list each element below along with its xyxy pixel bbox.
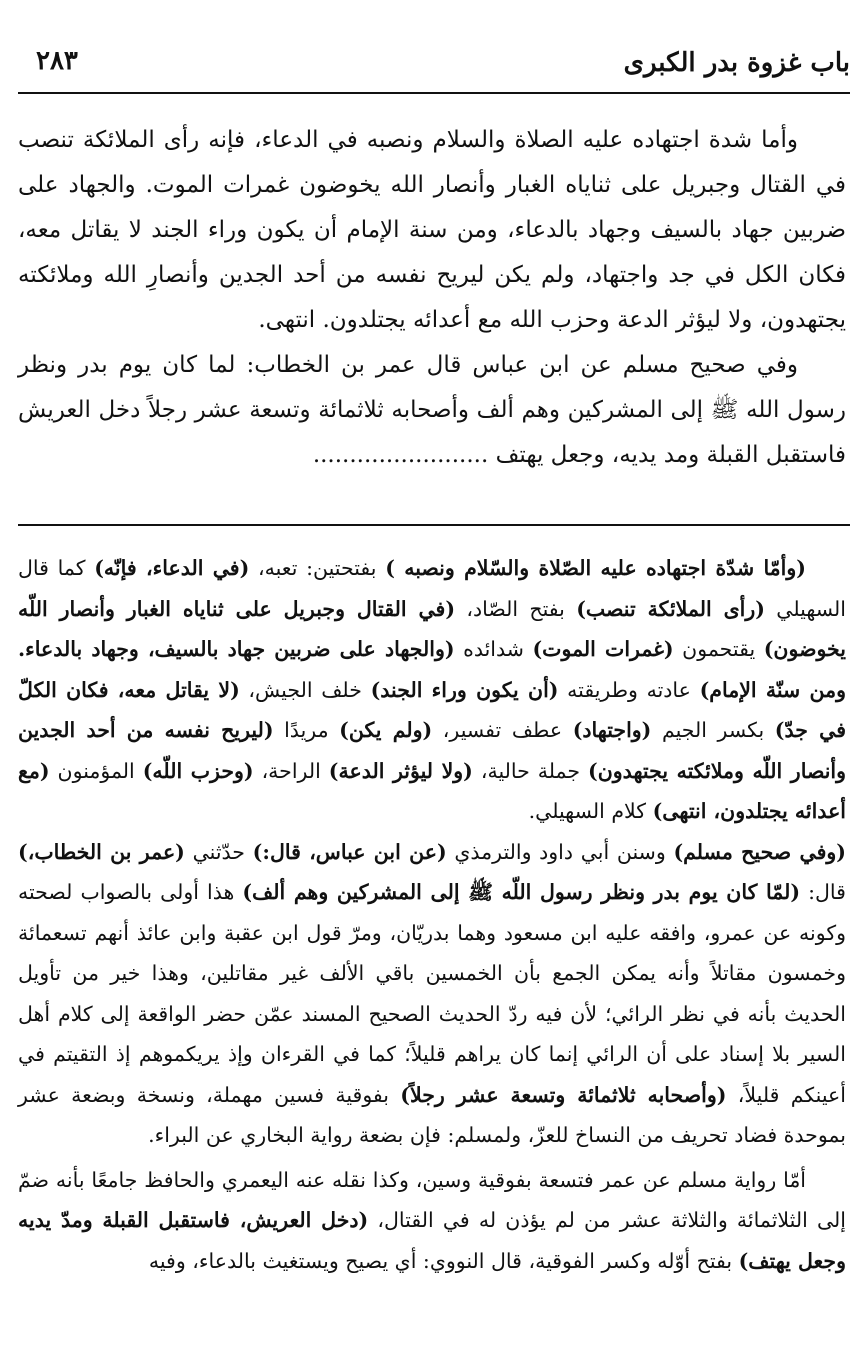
- main-paragraph-2-text: وفي صحيح مسلم عن ابن عباس قال عمر بن الخطاب: لما كان يوم بدر ونظر رسول الله ﷺ إلى المشركين وهم ألف وأصحابه ثلاثمائة وتسعة عشر رجلاً دخل العريش فاستقبل القبلة ومد يديه، وجعل يهتف: [18, 352, 846, 468]
- footnote-divider: [18, 524, 850, 526]
- gloss-text: مريدًا: [273, 718, 340, 742]
- quoted-text: (وأصحابه ثلاثمائة وتسعة عشر رجلاً): [400, 1082, 727, 1107]
- quoted-text: (عمر بن الخطاب،): [18, 839, 185, 864]
- gloss-text: بفتح الصّاد،: [455, 596, 577, 621]
- quoted-text: (وحزب اللّه): [142, 758, 254, 783]
- chapter-title: باب غزوة بدر الكبرى: [623, 48, 850, 78]
- gloss-text: جملة حالية،: [472, 758, 589, 783]
- gloss-text: عادته وطريقته: [558, 677, 700, 702]
- gloss-text: كلام السهيلي.: [528, 799, 653, 823]
- quoted-text: (غمرات الموت): [532, 637, 674, 661]
- gloss-text: بفتح أوّله وكسر الفوقية، قال النووي: أي يصيح ويستغيث بالدعاء، وفيه: [148, 1248, 739, 1273]
- quoted-text: (واجتهاد): [572, 718, 652, 742]
- ellipsis-dots: ........................: [312, 442, 489, 468]
- main-text: [18, 118, 846, 478]
- quoted-text: (دخل العريش، فاستقبل القبلة ومدّ يديه وجعل يهتف): [18, 1208, 846, 1273]
- commentary-paragraph-3: [18, 1160, 846, 1282]
- quoted-text: (ولم يكن): [339, 718, 433, 742]
- gloss-text: المؤمنون: [49, 758, 143, 783]
- quoted-text: (لمّا كان يوم بدر ونظر رسول اللّه ﷺ إلى المشركين وهم ألف): [242, 880, 801, 904]
- main-paragraph-2: [18, 343, 846, 478]
- gloss-text: أمّا رواية مسلم عن عمر فتسعة بفوقية وسين، وكذا نقله عنه اليعمري والحافظ جامعًا بأنه ضمّ إلى الثلاثمائة والثلاثة عشر من لم يؤذن له في القتال،: [18, 1167, 846, 1232]
- gloss-text: بكسر الجيم: [651, 718, 775, 742]
- quoted-text: (في القتال وجبريل على ثناياه الغبار وأنصار اللّه يخوضون): [18, 596, 846, 661]
- gloss-text: كما قال السهيلي: [18, 556, 846, 621]
- gloss-text: حدّثني: [184, 839, 253, 864]
- quoted-text: (رأى الملائكة تنصب): [576, 596, 765, 621]
- gloss-text: قال:: [800, 880, 846, 904]
- quoted-text: (ولا ليؤثر الدعة): [328, 758, 473, 783]
- gloss-text: شدائده: [454, 637, 533, 661]
- gloss-text: خلف الجيش،: [239, 677, 371, 702]
- gloss-text: الراحة،: [253, 758, 329, 783]
- quoted-text: (لا يقاتل معه، فكان الكلّ في جدّ): [18, 677, 846, 742]
- commentary-paragraph-2: [18, 832, 846, 1156]
- gloss-text: عطف تفسير،: [432, 718, 573, 742]
- quoted-text: (أن يكون وراء الجند): [370, 677, 559, 702]
- gloss-text: وسنن أبي داود والترمذي: [446, 839, 674, 864]
- page-header: [18, 40, 850, 94]
- quoted-text: (عن ابن عباس، قال:): [252, 839, 447, 864]
- page-number: ٢٨٣: [36, 46, 78, 76]
- gloss-text: بفتحتين: تعبه،: [249, 556, 386, 580]
- quoted-text: (في الدعاء، فإنّه): [94, 556, 250, 580]
- commentary-paragraph-1: [18, 548, 846, 832]
- quoted-text: (والجهاد على ضربين جهاد بالسيف، وجهاد بالدعاء. ومن سنّة الإمام): [18, 637, 846, 702]
- gloss-text: يقتحمون: [673, 637, 764, 661]
- commentary-text: [18, 548, 846, 1281]
- gloss-text: هذا أولى بالصواب لصحته وكونه عن عمرو، وافقه عليه ابن مسعود وهما بدريّان، ومرّ قول ابن عقبة وابن عائذ أنهم تسعمائة وخمسون مقاتلاً وأنه يمكن الجمع بأن الخمسين باقي الألف غير مقاتلين، وهذا خير من تأويل الحديث بأنه في نظر الرائي؛ لأن فيه ردّ الحديث الصحيح المسند عمّن حضر الواقعة إلى كلام أهل السير بلا إسناد على أن الرائي إنما كان يراهم قليلاً؛ كما في القرءان وإذ يريكموهم إذ التقيتم في أعينكم قليلاً،: [18, 880, 846, 1107]
- quoted-text: (وأمّا شدّة اجتهاده عليه الصّلاة والسّلام ونصبه ): [385, 556, 806, 580]
- quoted-text: (مع أعدائه يجتلدون، انتهى): [18, 758, 846, 823]
- quoted-text: (وفي صحيح مسلم): [673, 839, 846, 864]
- gloss-text: بفوقية فسين مهملة، ونسخة وبضعة عشر بموحدة فضاد تحريف من النساخ للعزّ، ولمسلم: فإن بضعة رواية البخاري عن البراء.: [18, 1082, 846, 1147]
- main-paragraph-1: وأما شدة اجتهاده عليه الصلاة والسلام ونصبه في الدعاء، فإنه رأى الملائكة تنصب في القتال وجبريل على ثناياه الغبار وأنصار الله يخوضون غمرات الموت. والجهاد على ضربين جهاد بالسيف وجهاد بالدعاء، ومن سنة الإمام أن يكون وراء الجند لا يقاتل معه، فكان الكل في جد واجتهاد، ولم يكن ليريح نفسه من أحد الجدين وأنصارِ الله وملائكته يجتهدون، ولا ليؤثر الدعة وحزب الله مع أعدائه يجتلدون. انتهى.: [18, 127, 846, 333]
- quoted-text: (ليريح نفسه من أحد الجدين وأنصار اللّه وملائكته يجتهدون): [18, 718, 847, 783]
